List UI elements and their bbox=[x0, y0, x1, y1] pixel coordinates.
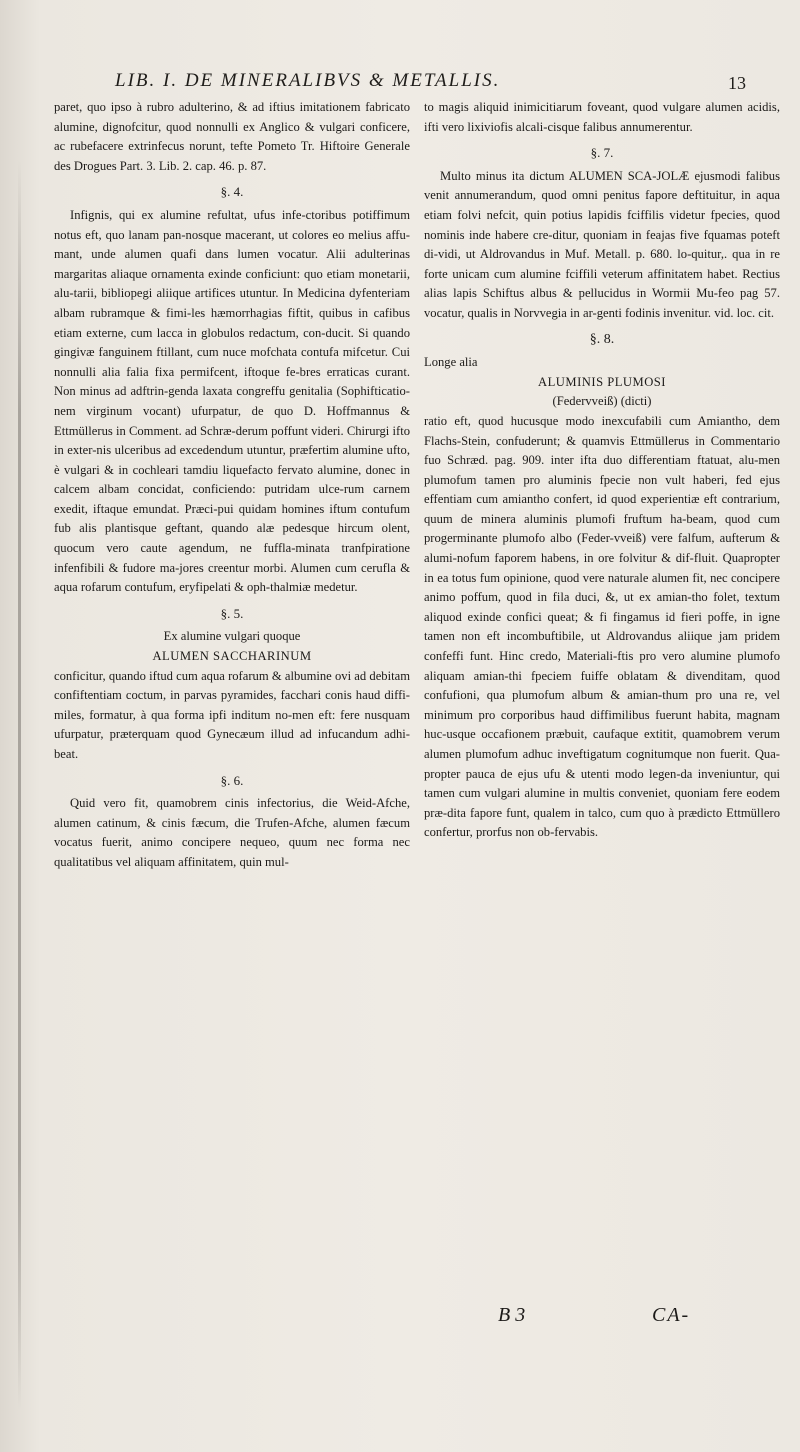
catchword: CA- bbox=[652, 1304, 691, 1326]
centered-line: Ex alumine vulgari quoque bbox=[163, 629, 301, 644]
right-text-column bbox=[424, 98, 780, 843]
left-text-column bbox=[54, 98, 410, 873]
section-number: §. 4. bbox=[220, 184, 244, 200]
heading-caps: ALUMEN SACCHARINUM bbox=[152, 649, 312, 664]
section-number: §. 5. bbox=[220, 605, 244, 621]
paragraph: Infignis, qui ex alumine refultat, ufus infe-ctoribus potiffimum notus eft, quo lanam pan-nosque macerant, ut colores eo melius affu-mant, unde alumen quafi dans lumen vocatur. Alii adulterinas margaritas aliaque ornamenta exinde conficiunt: quo etiam monetarii, alu-tarii, bibliopegi aliique artifices utuntur. In Medicina dyfenteriam albam rubramque & fimi-les hæmorrhagias fiftit, quibus in cafibus etiam externe, cum lacca in globulos redactum, con-ducit. Si quando gingivæ fanguinem ftillant, cum nuce mofchata contufa mifcetur. Cui nonnulli alia falia fixa permifcent, iftoque fe-bres erraticas curant. Non minus ad adftrin-genda laxata congreffu genitalia (Sophifticatio-nem virginum vocant) ufurpatur, de quo D. Hoffmannus & Ettmüllerus in Comment. ad Schræ-derum poffunt videri. Chirurgi ifto in exter-nis ulceribus ad excedendum utuntur, præfertim alumine ufto, è vulgari & in cochleari tamdiu liquefacto fervato alumine, donec in calcem albam concidat, conficiendo: putridam ulce-rum carnem exedit, iftaque emundat. Præci-pui quidam homines iftum contufum fub alis plantisque geftant, quando alæ pedesque hircum olent, quocum vero caute agendum, ne fuffla-minata tranfpiratione infenfibili & fudore ma-jores creentur morbi. Alumen cum cerufla & aqua rofarum contufum, eryfipelati & oph-thalmiæ medetur. bbox=[54, 207, 410, 595]
section-number: §. 8. bbox=[589, 331, 615, 347]
paragraph: paret, quo ipso à rubro adulterino, & ad iftius imitationem fabricato alumine, dignofcitur, quod nonnulli ex Anglico & vulgari conficere, ac rubefacere extrinfecus norunt, tefte Pometo Tr. Hiftoire Generale des Drogues Part. 3. Lib. 2. cap. 46. p. 87. bbox=[54, 100, 410, 173]
paragraph: Longe alia bbox=[424, 355, 478, 370]
paragraph: Quid vero fit, quamobrem cinis infectorius, die Weid-Afche, alumen catinum, & cinis fæcum, die Trufen-Afche, alumen fæcum vocatus fuerit, animo concipere nequeo, quum nec forma nec qualitatibus vel aliquam affinitatem, quin mul- bbox=[54, 796, 410, 869]
page-number: 13 bbox=[728, 73, 746, 93]
heading-caps: ALUMINIS PLUMOSI bbox=[538, 374, 666, 389]
paragraph: Multo minus ita dictum ALUMEN SCA-JOLÆ ejusmodi falibus venit annumerandum, quod omni penitus fapore deftituitur, in aqua etiam folvi nefcit, quin potius lapidis fciffilis videtur fpecies, quod nominis inde habere cre-ditur, quoniam in feajas five fquamas poteft di-vidi, ut Aldrovandus in Muf. Metall. p. 680. lo-quitur,. qua in re forte unicam cum alumine fciffili veterum affinitatem habet. Rectius alias lapis Schiftus albus & pellucidus in Wormii Mu-feo pag 57. vocatur, qualis in Norvvegia in ar-genti fodinis invenitur. vid. loc. cit. bbox=[424, 168, 780, 320]
section-number: §. 6. bbox=[220, 772, 244, 788]
paragraph: conficitur, quando iftud cum aqua rofarum & albumine ovi ad debitam confiftentiam coctum, in parvas pyramides, facchari conis haud diffi-miles, formatur, à qua forma ipfi inditum no-men eft: fere nusquam ufurpatur, præterquam quod Gynecæum illud ad infucandum adhi-beat. bbox=[54, 668, 410, 761]
paragraph: ratio eft, quod hucusque modo inexcufabili cum Amiantho, dem Flachs-Stein, confuderunt; & quamvis Ettmüllerus in Commentario fuo Schræd. pag. 909. inter ifta duo differentiam ftatuat, alu-men plumofum tamen pro aluminis fpecie non vult haberi, fed ejus effentiam cum amiantho confert, id quod experientiæ eft contrarium, quum de minera aluminis plumofi fruftum ha-beam, quod cum progerminante plumofo albo (Feder-vveiß) vere falfum, aufterum & alumi-nofum faporem habens, in ore folvitur & dif-fluit. Quapropter in ea totus fum opinione, quod vere naturale alumen fit, nec concipere animo poffum, quod in fila duci, &, ut ex amian-tho folet, textum aliquod exinde confici queat; & fi fingamus id fieri poffe, in igne tamen non eft incombuftibile, ut Aldrovandus aliique jam pridem confeffi funt. Hinc credo, Materiali-ftis pro vero alumine plumofo aliquam amian-thi fpeciem fuiffe oblatam & divenditam, quod confufioni, qua plumofum album & amian-thum pro una re, vel minimum pro corporibus haud diffimilibus fuerunt habita, magnam huc-usque occafionem præbuit, caufaque extitit, quamobrem verum alumen plumofum adhuc inveftigatum cognitumque non fuerit. Qua-propter pauca de ejus ufu & utenti modo legen-da inveniuntur, qui tamen cum vulgari alumine in multis conveniet, quoniam fere eodem præ-dita fapore funt, qualem in talco, cum quo à prædicto Ettmüllero confertur, prorfus non ob-fervabis. bbox=[424, 413, 780, 840]
section-number: §. 7. bbox=[590, 145, 614, 161]
page-gutter-shadow bbox=[18, 160, 21, 1410]
running-head: LIB. I. DE MINERALIBVS & METALLIS. bbox=[115, 70, 501, 91]
centered-line: (Federvveiß) (dicti) bbox=[552, 394, 652, 409]
signature-mark: B 3 bbox=[498, 1304, 526, 1326]
paragraph: to magis aliquid inimicitiarum foveant, quod vulgare alumen acidis, ifti vero lixiviofis alcali-cisque falibus annumerentur. bbox=[424, 100, 780, 134]
